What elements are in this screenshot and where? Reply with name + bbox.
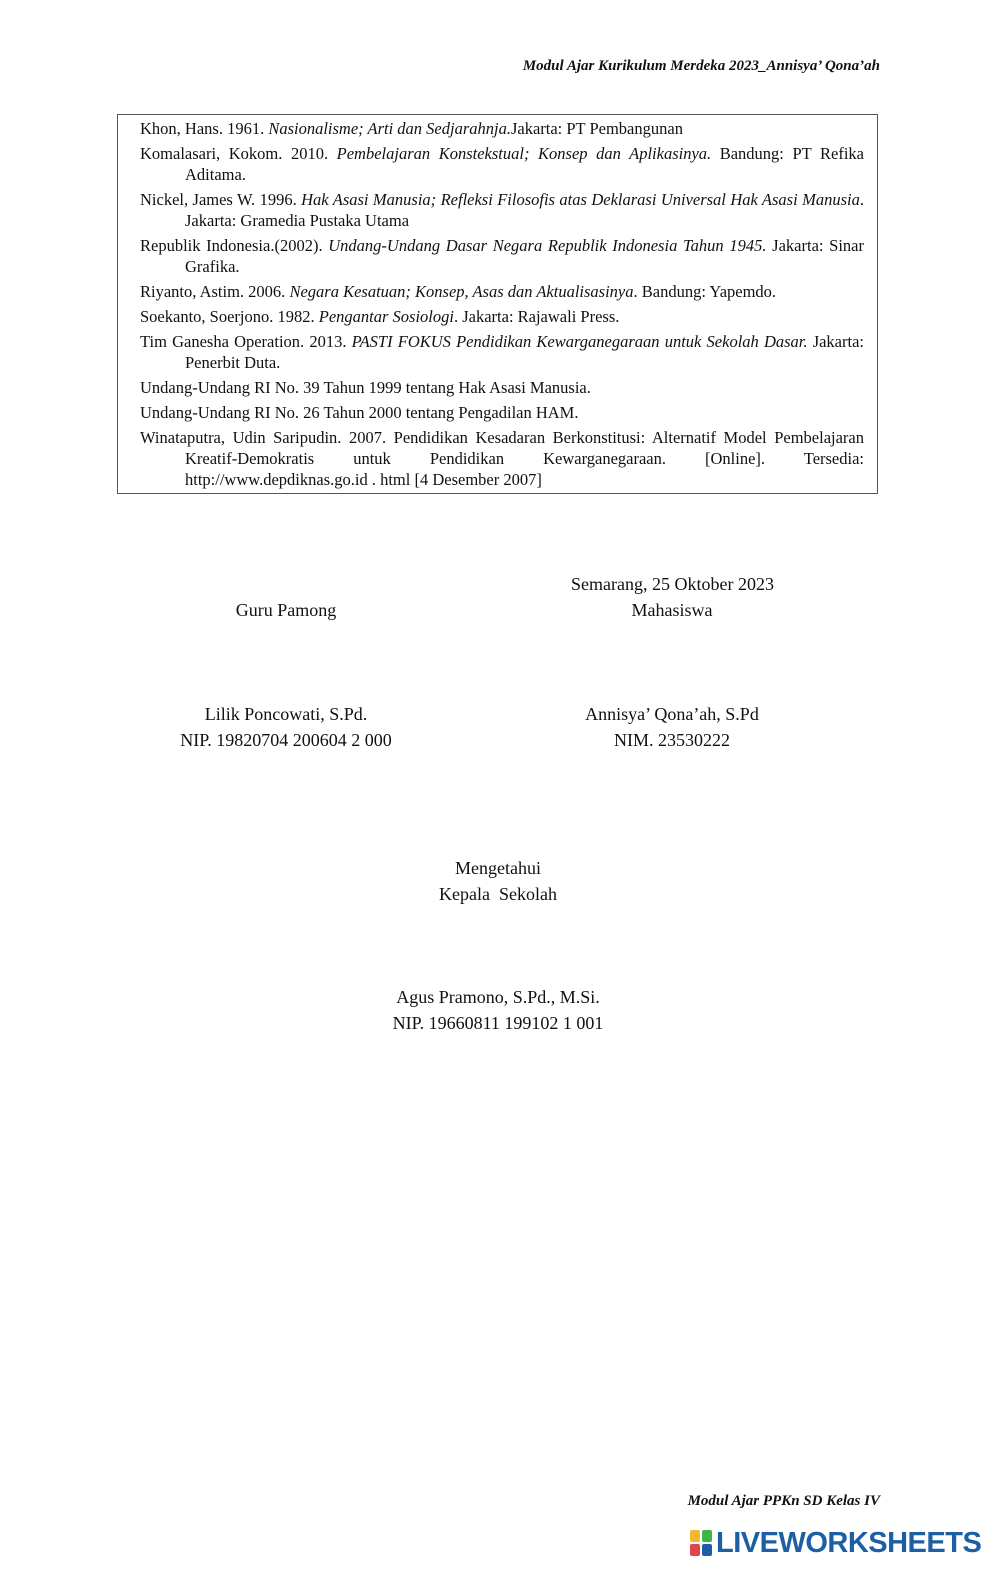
signer-name-center: Agus Pramono, S.Pd., M.Si. xyxy=(396,987,600,1007)
acknowledge-label: Mengetahui xyxy=(455,858,541,878)
reference-item: Riyanto, Astim. 2006. Negara Kesatuan; Konsep, Asas dan Aktualisasinya. Bandung: Yapemdo. xyxy=(140,282,777,301)
reference-item: Khon, Hans. 1961. Nasionalisme; Arti dan Sedjarahnja.Jakarta: PT Pembangunan xyxy=(140,119,683,138)
liveworksheets-logo xyxy=(690,1526,981,1560)
signer-id-left: NIP. 19820704 200604 2 000 xyxy=(180,730,392,750)
page-header: Modul Ajar Kurikulum Merdeka 2023_Annisya’ Qona’ah xyxy=(522,58,880,74)
reference-item: Komalasari, Kokom. 2010. Pembelajaran Konstekstual; Konsep dan Aplikasinya. Bandung: PT Refika Aditama. xyxy=(140,144,864,184)
place-date: Semarang, 25 Oktober 2023 xyxy=(571,574,774,594)
logo-square xyxy=(690,1530,700,1542)
reference-item: Undang-Undang RI No. 26 Tahun 2000 tentang Pengadilan HAM. xyxy=(140,403,579,422)
reference-item: Undang-Undang RI No. 39 Tahun 1999 tentang Hak Asasi Manusia. xyxy=(140,378,591,397)
reference-item: Republik Indonesia.(2002). Undang-Undang Dasar Negara Republik Indonesia Tahun 1945. Jakarta: Sinar Grafika. xyxy=(140,236,864,276)
reference-list xyxy=(117,114,878,494)
signer-id-right: NIM. 23530222 xyxy=(614,730,730,750)
reference-item: Winataputra, Udin Saripudin. 2007. Pendidikan Kesadaran Berkonstitusi: Alternatif Model Pembelajaran Kreatif-Demokratis untuk Pendidikan Kewarganegaraan. [Online]. Tersedia: http://www.depdiknas.go.id . html [4 Desember 2007] xyxy=(140,428,864,489)
logo-text: LIVEWORKSHEETS xyxy=(716,1526,982,1559)
signer-name-right: Annisya’ Qona’ah, S.Pd xyxy=(585,704,759,724)
signer-name-left: Lilik Poncowati, S.Pd. xyxy=(204,704,368,724)
reference-item: Tim Ganesha Operation. 2013. PASTI FOKUS Pendidikan Kewarganegaraan untuk Sekolah Dasar. Jakarta: Penerbit Duta. xyxy=(140,332,864,372)
page-footer: Modul Ajar PPKn SD Kelas IV xyxy=(687,1493,880,1509)
reference-item: Nickel, James W. 1996. Hak Asasi Manusia; Refleksi Filosofis atas Deklarasi Universal Hak Asasi Manusia. Jakarta: Gramedia Pustaka Utama xyxy=(140,190,864,230)
signer-id-center: NIP. 19660811 199102 1 001 xyxy=(392,1013,604,1033)
signature-role-right: Mahasiswa xyxy=(631,600,713,620)
signature-role-left: Guru Pamong xyxy=(235,600,337,620)
logo-mark-icon xyxy=(690,1530,712,1556)
reference-item: Soekanto, Soerjono. 1982. Pengantar Sosiologi. Jakarta: Rajawali Press. xyxy=(140,307,620,326)
logo-square xyxy=(702,1530,712,1542)
logo-square xyxy=(702,1544,712,1556)
logo-square xyxy=(690,1544,700,1556)
headmaster-role: Kepala Sekolah xyxy=(439,884,557,904)
